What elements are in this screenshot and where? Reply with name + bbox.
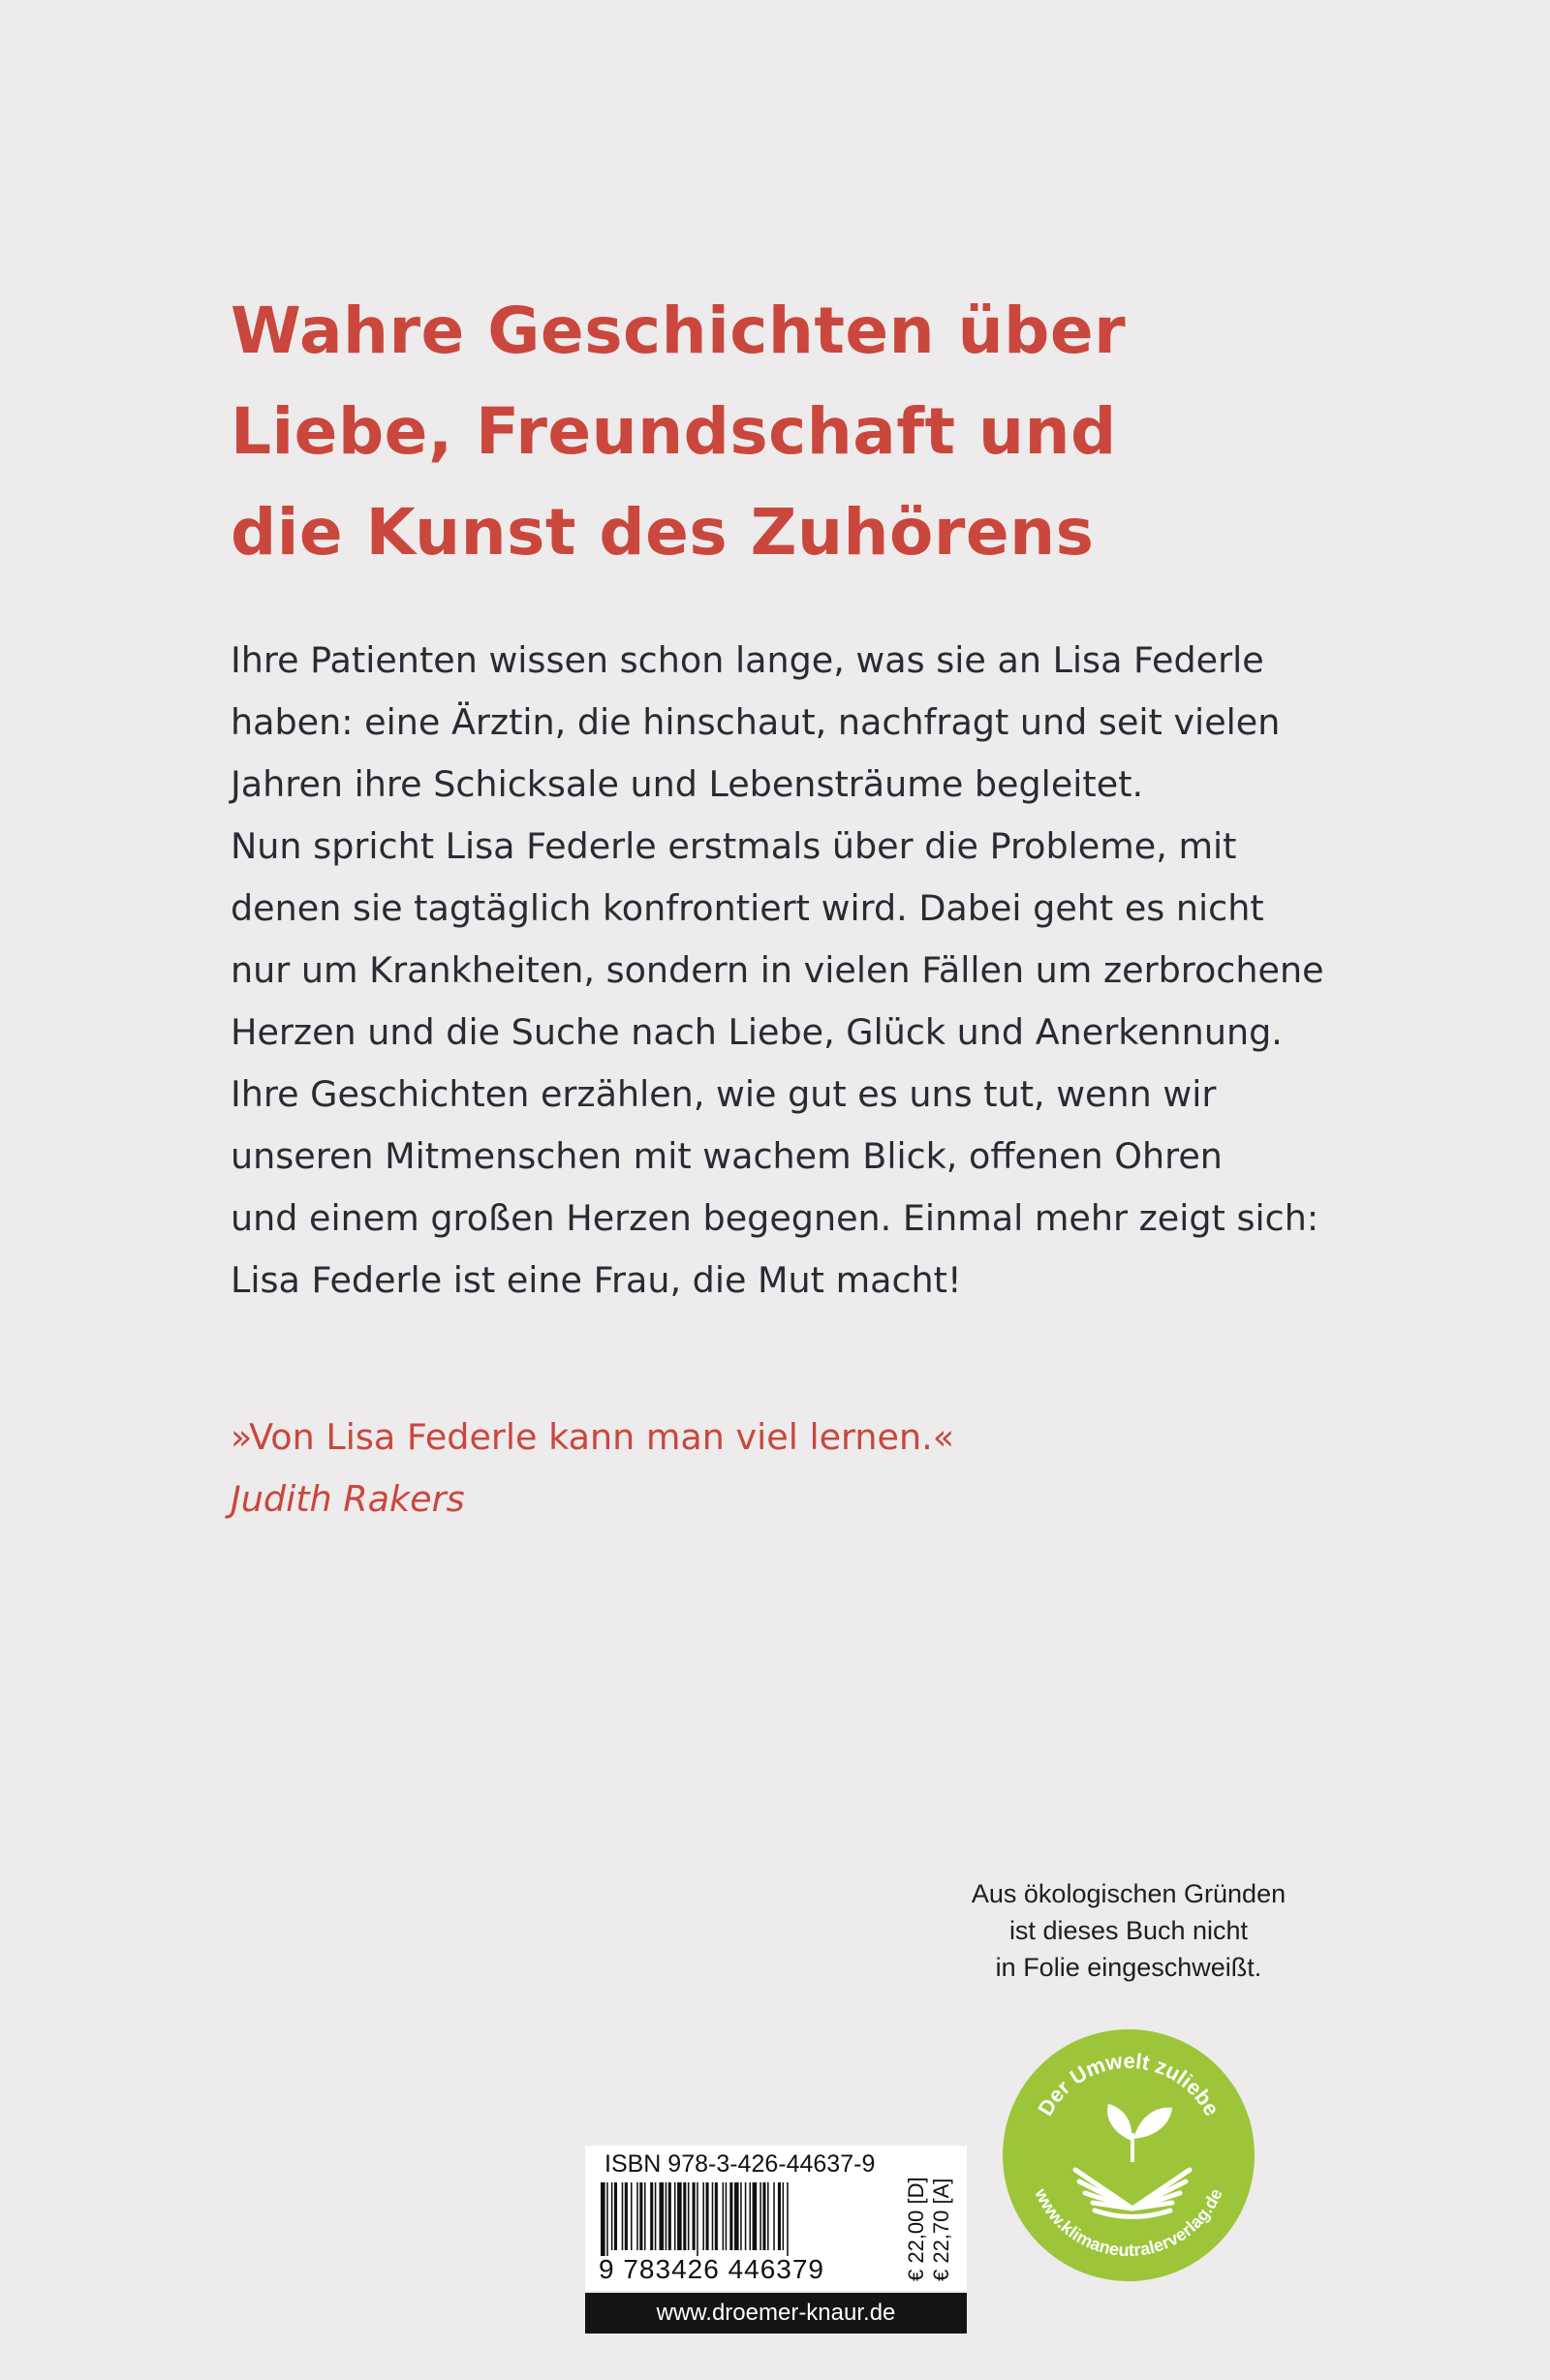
- publisher-url: www.droemer-knaur.de: [585, 2293, 967, 2334]
- barcode-bar: [767, 2182, 769, 2250]
- barcode-bar: [688, 2182, 690, 2250]
- barcode-bar: [677, 2182, 682, 2250]
- barcode-bar: [614, 2182, 617, 2250]
- barcode-bar: [631, 2182, 633, 2250]
- barcode-bar: [636, 2182, 638, 2250]
- barcode-bar: [644, 2182, 646, 2250]
- barcode-bar: [729, 2182, 732, 2250]
- barcode-bar: [745, 2182, 747, 2250]
- eco-badge-label: Der Umwelt zuliebe: [1033, 2048, 1224, 2120]
- blurb-line: und einem großen Herzen begegnen. Einmal mehr zeigt sich:: [231, 1197, 1319, 1239]
- barcode-bar: [606, 2182, 608, 2256]
- blurb-line: Lisa Federle ist eine Frau, die Mut macht!: [231, 1259, 962, 1301]
- barcode-bar: [674, 2182, 676, 2250]
- barcode-bar: [712, 2182, 714, 2250]
- barcode-bar: [697, 2182, 698, 2256]
- blurb-line: nur um Krankheiten, sondern in vielen Fällen um zerbrochene: [231, 949, 1324, 991]
- barcode-bar: [778, 2182, 781, 2250]
- barcode-box: [585, 2146, 967, 2291]
- price-austria: € 22,70 [A]: [929, 2178, 953, 2281]
- quote-author: Judith Rakers: [231, 1478, 465, 1520]
- barcode-bar: [773, 2182, 775, 2250]
- blurb-line: unseren Mitmenschen mit wachem Blick, offenen Ohren: [231, 1135, 1223, 1177]
- blurb-line: Nun spricht Lisa Federle erstmals über die Probleme, mit: [231, 825, 1237, 867]
- barcode-bar: [668, 2182, 671, 2250]
- quote-text: »Von Lisa Federle kann man viel lernen.«: [231, 1416, 955, 1458]
- barcode-bar: [734, 2182, 739, 2250]
- blurb-text: [231, 630, 1393, 1312]
- isbn-text: ISBN 978-3-426-44637-9: [604, 2150, 876, 2178]
- barcode-bar: [723, 2182, 725, 2250]
- price-germany: € 22,00 [D]: [904, 2177, 928, 2281]
- headline-line: Liebe, Freundschaft und: [231, 394, 1117, 469]
- barcode-bar: [706, 2182, 709, 2250]
- barcode-icon: [601, 2182, 891, 2256]
- barcode-bar: [601, 2182, 605, 2256]
- barcode-bar: [625, 2182, 628, 2250]
- barcode-bar: [622, 2182, 624, 2250]
- eco-note-line: in Folie eingeschweißt.: [995, 1953, 1262, 1982]
- eco-note-line: Aus ökologischen Gründen: [971, 1879, 1286, 1908]
- barcode-bar: [726, 2182, 728, 2250]
- barcode-bar: [666, 2182, 667, 2250]
- barcode-bar: [749, 2182, 751, 2250]
- barcode-bar: [683, 2182, 686, 2250]
- barcode-bar: [611, 2182, 613, 2250]
- barcode-bar: [650, 2182, 653, 2250]
- barcode-bar: [639, 2182, 642, 2250]
- eco-badge: [998, 2025, 1259, 2286]
- barcode-bar: [693, 2182, 696, 2250]
- barcode-bar: [659, 2182, 664, 2250]
- barcode-bar: [753, 2182, 758, 2250]
- barcode-bar: [655, 2182, 657, 2250]
- barcode-bar: [715, 2182, 718, 2250]
- headline: [231, 281, 1393, 583]
- blurb-line: Ihre Geschichten erzählen, wie gut es uns tut, wenn wir: [231, 1073, 1217, 1115]
- blurb-line: Jahren ihre Schicksale und Lebensträume begleitet.: [231, 763, 1144, 805]
- eco-badge-url: www.klimaneutralerverlag.de: [1031, 2185, 1226, 2261]
- eco-note-line: ist dieses Buch nicht: [1008, 1916, 1249, 1945]
- barcode-bar: [702, 2182, 704, 2250]
- barcode-bar: [762, 2182, 765, 2250]
- headline-line: die Kunst des Zuhörens: [231, 495, 1095, 570]
- eco-note: [940, 1875, 1318, 1986]
- barcode-bar: [787, 2182, 789, 2256]
- blurb-line: Herzen und die Suche nach Liebe, Glück und Anerkennung.: [231, 1011, 1283, 1053]
- barcode-bar: [740, 2182, 742, 2250]
- barcode-bar: [760, 2182, 761, 2250]
- blurb-line: Ihre Patienten wissen schon lange, was sie an Lisa Federle: [231, 639, 1264, 681]
- barcode-digits: 9 783426 446379: [599, 2254, 824, 2284]
- blurb-line: denen sie tagtäglich konfrontiert wird. Dabei geht es nicht: [231, 887, 1264, 929]
- blurb-line: haben: eine Ärztin, die hinschaut, nachfragt und seit vielen: [231, 701, 1281, 743]
- headline-line: Wahre Geschichten über: [231, 294, 1127, 368]
- barcode-bar: [783, 2182, 785, 2250]
